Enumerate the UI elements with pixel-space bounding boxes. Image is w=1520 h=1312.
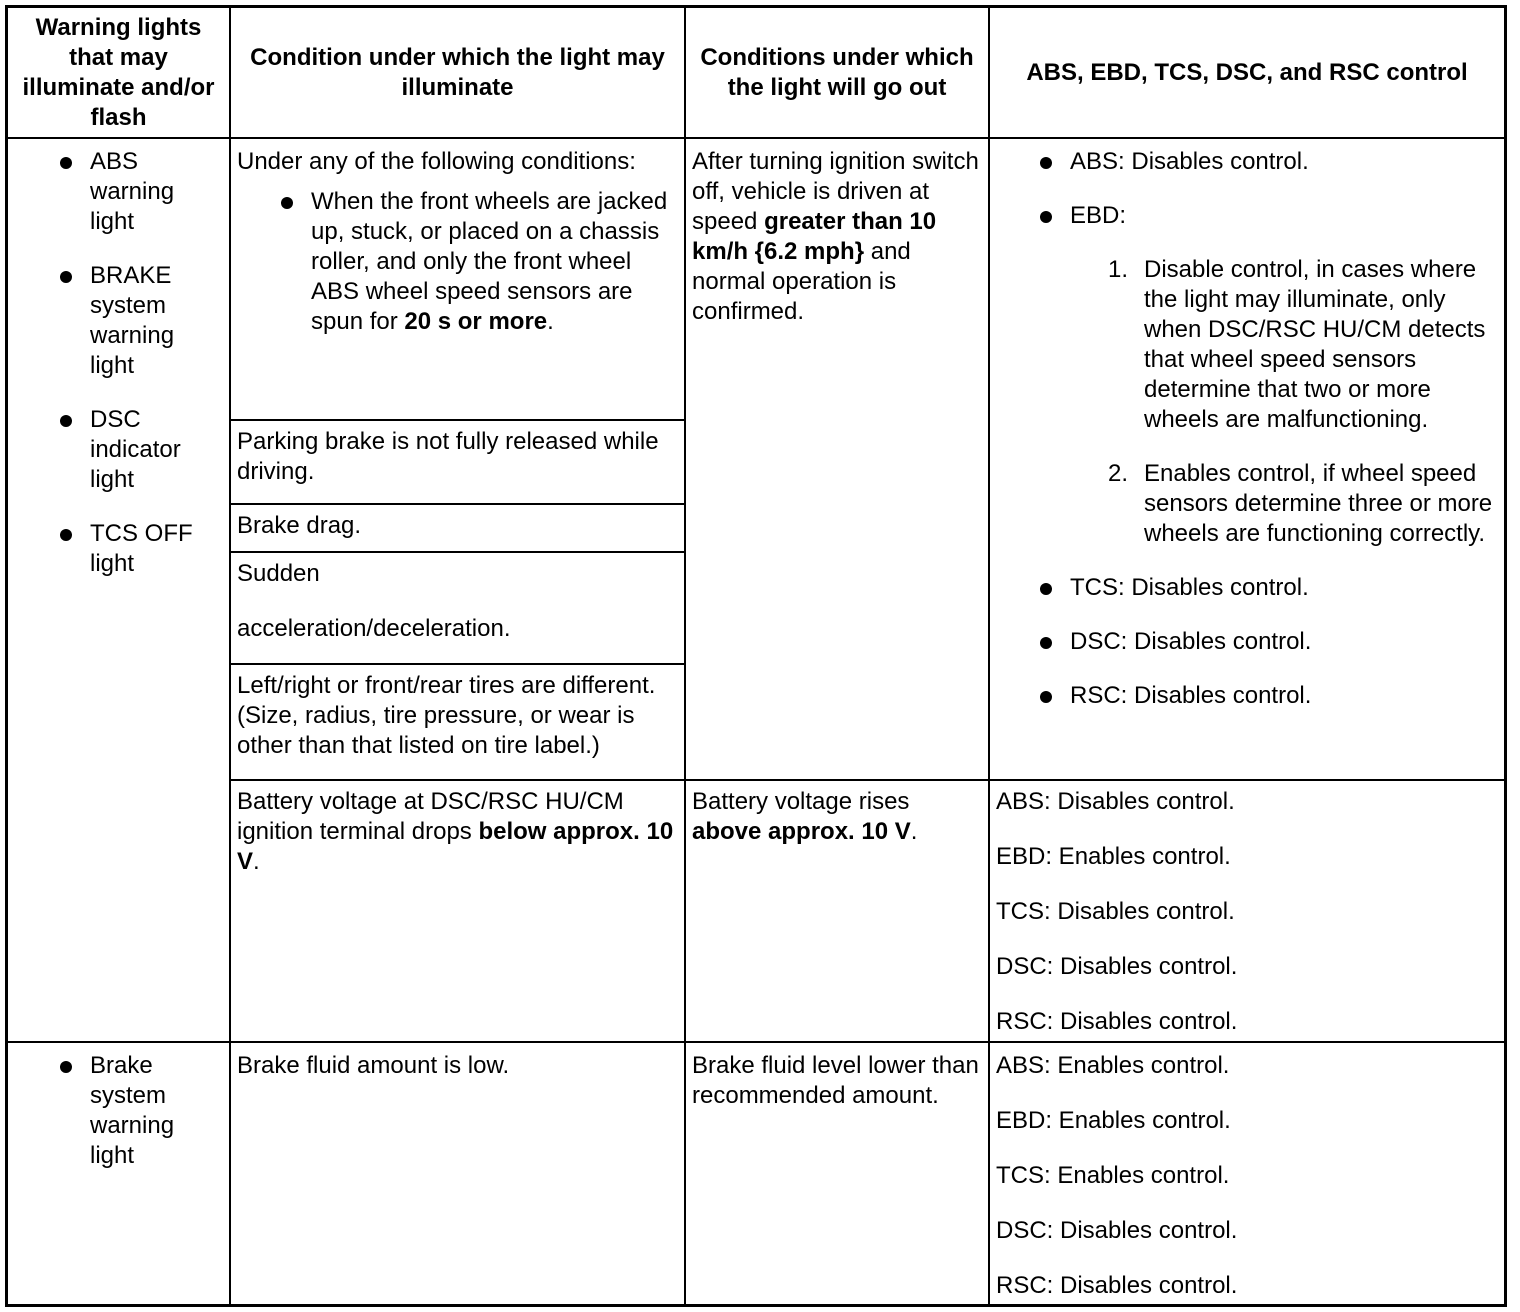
condition-cell — [230, 138, 685, 420]
control-line: TCS: Disables control. — [996, 898, 1235, 925]
bullet-end: . — [547, 308, 554, 335]
goes-out-cell: Brake fluid level lower than recommended amount. — [685, 1042, 989, 1304]
condition-bullet — [237, 187, 678, 337]
header-row — [8, 8, 1504, 138]
goes-out-bold: greater than 10 km/h {6.2 mph} — [692, 208, 937, 265]
battery-out-end: . — [910, 818, 918, 845]
control-ebd: EBD: — [996, 201, 1498, 231]
battery-cond-a: Battery voltage at DSC/RSC HU/CM ignition terminal drops — [237, 788, 624, 845]
warning-lights-list — [14, 147, 223, 579]
header-warning-lights: Warning lights that may illuminate and/or flash — [8, 8, 230, 138]
condition-line: Sudden — [237, 560, 320, 587]
battery-cond-end: . — [253, 848, 260, 875]
control-dsc: DSC: Disables control. — [996, 627, 1498, 657]
control-line: TCS: Enables control. — [996, 1162, 1230, 1189]
warning-lights-table — [8, 8, 1504, 1304]
condition-bullets — [237, 187, 678, 337]
battery-condition-cell — [230, 780, 685, 1042]
battery-out-a: Battery voltage rises — [692, 788, 910, 815]
control-line: EBD: Enables control. — [996, 1107, 1231, 1134]
condition-cell: Brake drag. — [230, 504, 685, 552]
control-line: EBD: Enables control. — [996, 843, 1231, 870]
light-item: ABS warning light — [14, 147, 223, 237]
light-item: TCS OFF light — [14, 519, 223, 579]
ebd-item-text: Disable control, in cases where the light may illuminate, only when DSC/RSC HU/CM detects that wheel speed sensors determine that two or more wheels are malfunctioning. — [1144, 256, 1486, 433]
goes-out-cell — [685, 138, 989, 780]
ebd-item — [996, 255, 1498, 435]
battery-out-bold: above approx. 10 V — [692, 818, 911, 845]
light-item: Brake system warning light — [14, 1051, 223, 1171]
table-row — [8, 780, 1504, 1042]
warning-lights-list — [14, 1051, 223, 1171]
control-tcs: TCS: Disables control. — [996, 573, 1498, 603]
control-line: ABS: Disables control. — [996, 788, 1235, 815]
header-condition-illuminate: Condition under which the light may illuminate — [230, 8, 685, 138]
battery-control-cell — [989, 780, 1504, 1042]
control-cell — [989, 138, 1504, 780]
control-cell — [989, 1042, 1504, 1304]
ebd-item-text: Enables control, if wheel speed sensors determine three or more wheels are functioning correctly. — [1144, 460, 1493, 547]
header-control: ABS, EBD, TCS, DSC, and RSC control — [989, 8, 1504, 138]
condition-cell: Brake fluid amount is low. — [230, 1042, 685, 1304]
battery-cond-bold: below approx. 10 V — [237, 818, 674, 875]
warning-lights-cell — [8, 138, 230, 1042]
table-row — [8, 138, 1504, 420]
ebd-item-number: 2. — [1108, 460, 1129, 487]
control-line: DSC: Disables control. — [996, 953, 1238, 980]
control-list — [996, 147, 1498, 231]
control-line: RSC: Disables control. — [996, 1272, 1238, 1299]
bullet-bold: 20 s or more — [404, 308, 548, 335]
light-item: DSC indicator light — [14, 405, 223, 495]
battery-goes-out-cell — [685, 780, 989, 1042]
control-abs: ABS: Disables control. — [996, 147, 1498, 177]
control-line: DSC: Disables control. — [996, 1217, 1238, 1244]
ebd-item-number: 1. — [1108, 256, 1129, 283]
warning-lights-cell — [8, 1042, 230, 1304]
table-row — [8, 1042, 1504, 1304]
ebd-numbered-list — [996, 255, 1498, 549]
control-line: ABS: Enables control. — [996, 1052, 1230, 1079]
bullet-text: When the front wheels are jacked up, stuck, or placed on a chassis roller, and only the front wheel ABS wheel speed sensors are spun for — [311, 188, 668, 335]
ebd-item — [996, 459, 1498, 549]
goes-out-a: After turning ignition switch off, vehicle is driven at speed — [692, 148, 979, 235]
control-list-rest — [996, 573, 1498, 711]
condition-line: acceleration/deceleration. — [237, 615, 511, 642]
control-rsc: RSC: Disables control. — [996, 681, 1498, 711]
condition-cell: Left/right or front/rear tires are different. (Size, radius, tire pressure, or wear is other than that listed on tire label.) — [230, 664, 685, 780]
condition-cell — [230, 552, 685, 664]
goes-out-text — [692, 147, 982, 327]
header-condition-go-out: Conditions under which the light will go out — [685, 8, 989, 138]
condition-cell: Parking brake is not fully released while driving. — [230, 420, 685, 504]
condition-intro: Under any of the following conditions: — [237, 148, 636, 175]
control-line: RSC: Disables control. — [996, 1008, 1238, 1035]
goes-out-b: and normal operation is confirmed. — [692, 238, 911, 325]
warning-lights-table-page — [5, 5, 1507, 1307]
light-item: BRAKE system warning light — [14, 261, 223, 381]
